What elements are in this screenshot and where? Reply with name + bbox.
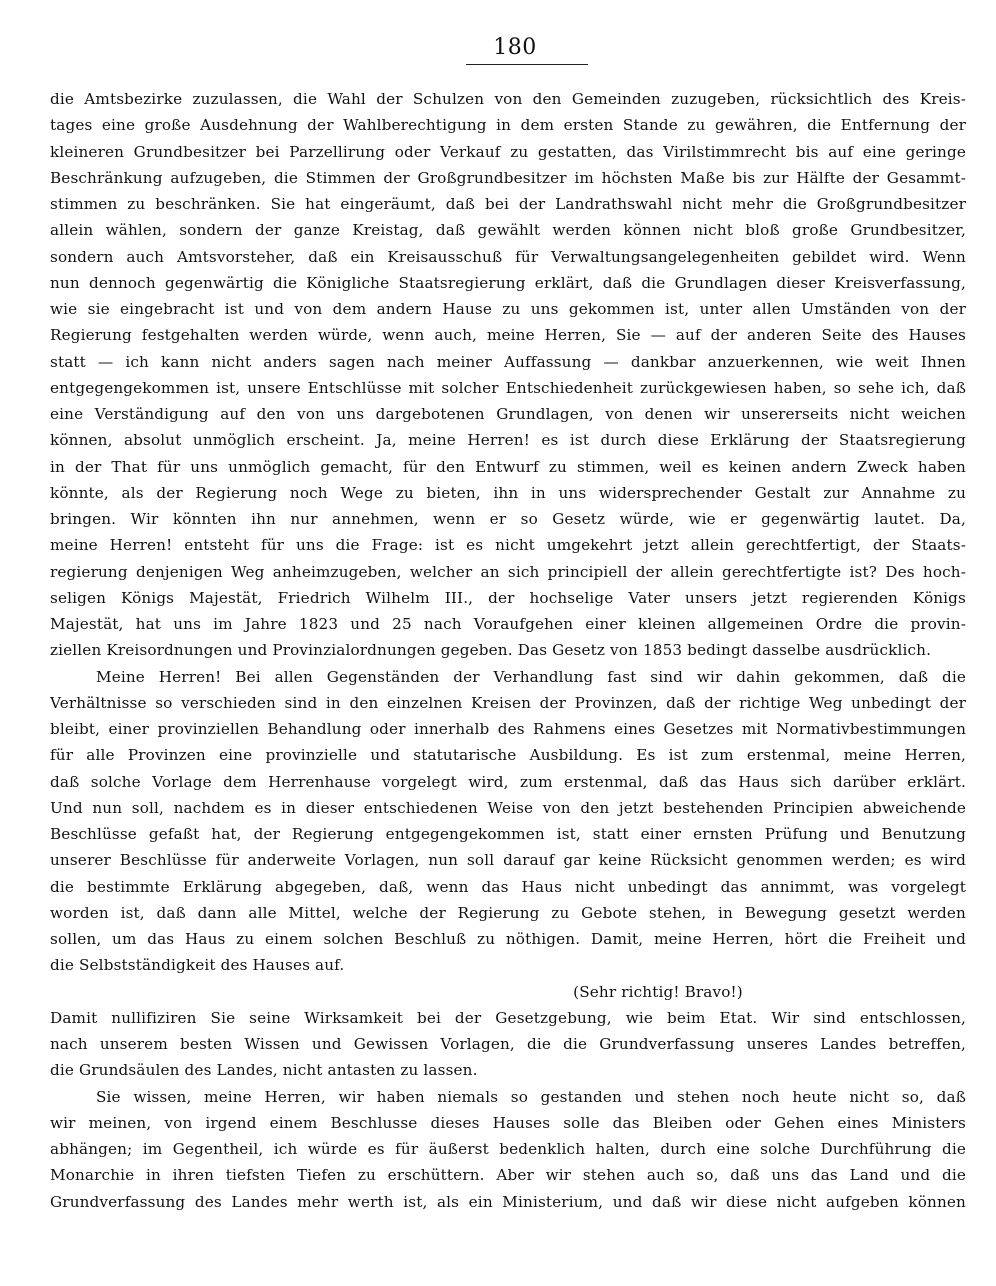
text-line: die Grundsäulen des Landes, nicht antasten zu lassen. [50,1061,478,1080]
text-line: statt — ich kann nicht anders sagen nach meiner Auffassung — dankbar anzuerkennen, wie weit Ihnen [50,352,966,371]
text-line: daß solche Vorlage dem Herrenhause vorgelegt wird, zum erstenmal, daß das Haus sich darüber erklärt. [50,772,966,791]
text-line: bringen. Wir könnten ihn nur annehmen, wenn er so Gesetz würde, wie er gegenwärtig lautet. Da, [50,510,966,528]
text-line: für alle Provinzen eine provinzielle und statutarische Ausbildung. Es ist zum erstenmal, meine Herren, [50,746,966,765]
text-line: Majestät, hat uns im Jahre 1823 und 25 nach Voraufgehen einer kleinen allgemeinen Ordre die provin- [50,615,966,633]
text-line: wie sie eingebracht ist und von dem andern Hause zu uns gekommen ist, unter allen Umständen von der [50,300,966,318]
text-line: Und nun soll, nachdem es in dieser entschiedenen Weise von den jetzt bestehenden Principien abweichende [50,798,966,817]
header-rule [466,64,588,65]
text-line: seligen Königs Majestät, Friedrich Wilhelm III., der hochselige Vater unsers jetzt regierenden Königs [50,588,966,607]
text-line: stimmen zu beschränken. Sie hat eingeräumt, daß bei der Landrathswahl nicht mehr die Großgrundbesitzer [50,195,966,213]
text-line: regierung denjenigen Weg anheimzugeben, welcher an sich principiell der allein gerechtfertigte ist? Des hoch- [50,562,966,581]
text-line: nun dennoch gegenwärtig die Königliche Staatsregierung erklärt, daß die Grundlagen dieser Kreisverfassung, [50,273,966,292]
text-line: worden ist, daß dann alle Mittel, welche der Regierung zu Gebote stehen, in Bewegung gesetzt werden [50,903,966,922]
text-line: allein wählen, sondern der ganze Kreistag, daß gewählt werden können nicht bloß große Grundbesitzer, [50,221,966,240]
text-line: Monarchie in ihren tiefsten Tiefen zu erschüttern. Aber wir stehen auch so, daß uns das Land und die [50,1166,966,1185]
text-line: Damit nullifiziren Sie seine Wirksamkeit bei der Gesetzgebung, wie beim Etat. Wir sind entschlossen, [50,1008,966,1027]
interjection: (Sehr richtig! Bravo!) [573,982,743,1001]
text-line: entgegengekommen ist, unsere Entschlüsse mit solcher Entschiedenheit zurückgewiesen haben, so sehe ich, daß [50,378,966,397]
text-line: wir meinen, von irgend einem Beschlusse dieses Hauses solle das Bleiben oder Gehen eines Ministers [50,1113,966,1132]
text-line: Regierung festgehalten werden würde, wenn auch, meine Herren, Sie — auf der anderen Seite des Hauses [50,326,966,345]
text-line: können, absolut unmöglich erscheint. Ja, meine Herren! es ist durch diese Erklärung der Staatsregierung [50,431,966,450]
text-line: die bestimmte Erklärung abgegeben, daß, wenn das Haus nicht unbedingt das annimmt, was vorgelegt [50,877,966,896]
text-line: die Selbstständigkeit des Hauses auf. [50,956,345,975]
text-line: Meine Herren! Bei allen Gegenständen der Verhandlung fast sind wir dahin gekommen, daß die [96,667,966,686]
text-line: könnte, als der Regierung noch Wege zu bieten, ihn in uns widersprechender Gestalt zur Annahme zu [50,483,966,502]
text-line: Beschlüsse gefaßt hat, der Regierung entgegengekommen ist, statt einer ernsten Prüfung und Benutzung [50,825,966,843]
text-line: Sie wissen, meine Herren, wir haben niemals so gestanden und stehen noch heute nicht so, daß [96,1087,966,1106]
page-number: 180 [493,35,537,60]
text-line: Grundverfassung des Landes mehr werth ist, als ein Ministerium, und daß wir diese nicht aufgeben können [50,1192,966,1211]
text-line: bleibt, einer provinziellen Behandlung oder innerhalb des Rahmens eines Gesetzes mit Normativbestimmungen [50,720,966,738]
text-line: kleineren Grundbesitzer bei Parzellirung oder Verkauf zu gestatten, das Virilstimmrecht bis auf eine geringe [50,142,966,161]
text-line: nach unserem besten Wissen und Gewissen Vorlagen, die die Grundverfassung unseres Landes betreffen, [50,1035,966,1053]
text-line: Verhältnisse so verschieden sind in den einzelnen Kreisen der Provinzen, daß der richtige Weg unbedingt der [50,693,966,712]
text-line: die Amtsbezirke zuzulassen, die Wahl der Schulzen von den Gemeinden zuzugeben, rücksichtlich des Kreis- [50,90,966,108]
body-text [50,86,966,1215]
text-line: tages eine große Ausdehnung der Wahlberechtigung in dem ersten Stande zu gewähren, die Entfernung der [50,116,966,135]
text-line: Beschränkung aufzugeben, die Stimmen der Großgrundbesitzer im höchsten Maße bis zur Hälfte der Gesammt- [50,168,966,187]
text-line: sollen, um das Haus zu einem solchen Beschluß zu nöthigen. Damit, meine Herren, hört die Freiheit und [50,930,966,948]
text-line: unserer Beschlüsse für anderweite Vorlagen, nun soll darauf gar keine Rücksicht genommen werden; es wird [50,851,966,870]
text-line: meine Herren! entsteht für uns die Frage: ist es nicht umgekehrt jetzt allein gerechtfertigt, der Staats- [50,536,966,555]
text-line: ziellen Kreisordnungen und Provinzialordnungen gegeben. Das Gesetz von 1853 bedingt dasselbe ausdrücklich. [50,641,932,660]
text-line: eine Verständigung auf den von uns dargebotenen Grundlagen, von denen wir unsererseits nicht weichen [50,405,966,423]
text-line: sondern auch Amtsvorsteher, daß ein Kreisausschuß für Verwaltungsangelegenheiten gebildet wird. Wenn [50,247,966,266]
text-line: abhängen; im Gegentheil, ich würde es für äußerst bedenklich halten, durch eine solche Durchführung die [50,1140,966,1158]
text-line: in der That für uns unmöglich gemacht, für den Entwurf zu stimmen, weil es keinen andern Zweck haben [50,457,966,476]
